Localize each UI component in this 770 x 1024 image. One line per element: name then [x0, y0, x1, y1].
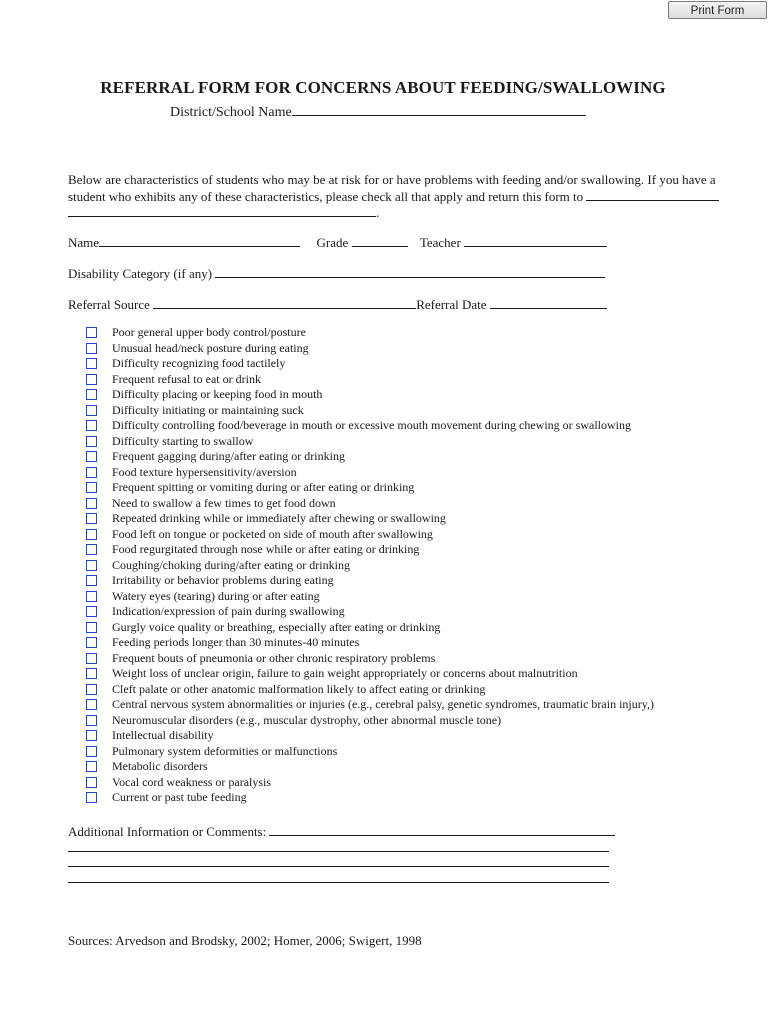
checklist-item	[86, 434, 654, 450]
checklist-item	[86, 542, 654, 558]
checklist-item	[86, 728, 654, 744]
checkbox[interactable]	[86, 730, 97, 741]
disability-label: Disability Category (if any)	[68, 266, 213, 281]
checklist-item	[86, 790, 654, 806]
checklist-item	[86, 527, 654, 543]
comments-input-line-3[interactable]	[68, 866, 609, 867]
checklist-item-label: Food left on tongue or pocketed on side of mouth after swallowing	[112, 526, 433, 541]
checklist-item	[86, 480, 654, 496]
student-row	[68, 234, 607, 251]
intro-line-2	[68, 188, 719, 205]
checklist-item	[86, 558, 654, 574]
checkbox[interactable]	[86, 451, 97, 462]
print-form-button[interactable]: Print Form	[668, 1, 767, 19]
checklist-item-label: Food texture hypersensitivity/aversion	[112, 464, 297, 479]
checkbox[interactable]	[86, 436, 97, 447]
district-input[interactable]	[292, 103, 586, 116]
checkbox[interactable]	[86, 529, 97, 540]
checklist-item-label: Unusual head/neck posture during eating	[112, 340, 309, 355]
name-label: Name	[68, 235, 100, 250]
checklist-item-label: Frequent bouts of pneumonia or other chronic respiratory problems	[112, 650, 436, 665]
checklist-item-label: Frequent spitting or vomiting during or after eating or drinking	[112, 480, 415, 494]
checklist-item-label: Current or past tube feeding	[112, 790, 247, 804]
checkbox[interactable]	[86, 684, 97, 695]
checklist-item-label: Repeated drinking while or immediately after chewing or swallowing	[112, 511, 446, 525]
checklist-item-label: Watery eyes (tearing) during or after eating	[112, 588, 320, 603]
checklist-item	[86, 465, 654, 481]
checklist-item	[86, 372, 654, 388]
checklist-item	[86, 496, 654, 512]
checklist-item-label: Feeding periods longer than 30 minutes-40 minutes	[112, 635, 360, 649]
checklist-item-label: Frequent refusal to eat or drink	[112, 371, 261, 386]
checkbox[interactable]	[86, 792, 97, 803]
checkbox[interactable]	[86, 405, 97, 416]
district-label: District/School Name	[170, 105, 292, 120]
checkbox[interactable]	[86, 622, 97, 633]
checkbox[interactable]	[86, 715, 97, 726]
checkbox[interactable]	[86, 482, 97, 493]
teacher-input[interactable]	[464, 234, 607, 247]
checklist-item-label: Central nervous system abnormalities or injuries (e.g., cerebral palsy, genetic syndromes, traumatic brain injury,)	[112, 697, 654, 711]
checkbox[interactable]	[86, 374, 97, 385]
checklist-item	[86, 604, 654, 620]
checklist-item-label: Pulmonary system deformities or malfunctions	[112, 743, 338, 758]
checklist-item	[86, 713, 654, 729]
checkbox[interactable]	[86, 343, 97, 354]
checklist-item-label: Difficulty controlling food/beverage in mouth or excessive mouth movement during chewing or swallowing	[112, 418, 631, 432]
checklist-item	[86, 511, 654, 527]
checkbox[interactable]	[86, 560, 97, 571]
checkbox[interactable]	[86, 498, 97, 509]
checkbox[interactable]	[86, 513, 97, 524]
referral-row	[68, 296, 607, 313]
checklist-item	[86, 666, 654, 682]
checkbox[interactable]	[86, 544, 97, 555]
checkbox[interactable]	[86, 358, 97, 369]
intro-line-3	[68, 204, 379, 221]
checkbox[interactable]	[86, 467, 97, 478]
disability-input[interactable]	[215, 265, 605, 278]
checklist-item	[86, 387, 654, 403]
checkbox[interactable]	[86, 591, 97, 602]
checkbox[interactable]	[86, 777, 97, 788]
name-input[interactable]	[99, 234, 300, 247]
checklist-item	[86, 620, 654, 636]
checklist-item-label: Metabolic disorders	[112, 759, 208, 773]
comments-row	[68, 823, 615, 840]
checklist-item-label: Gurgly voice quality or breathing, especially after eating or drinking	[112, 619, 441, 634]
checklist-item	[86, 449, 654, 465]
referral-date-input[interactable]	[490, 296, 607, 309]
checkbox[interactable]	[86, 327, 97, 338]
checklist-item	[86, 697, 654, 713]
checklist-item	[86, 403, 654, 419]
checkbox[interactable]	[86, 575, 97, 586]
comments-input-line-4[interactable]	[68, 882, 609, 883]
checkbox[interactable]	[86, 389, 97, 400]
checkbox[interactable]	[86, 420, 97, 431]
checklist-item-label: Coughing/choking during/after eating or drinking	[112, 557, 350, 572]
referral-source-input[interactable]	[153, 296, 416, 309]
checklist-item	[86, 682, 654, 698]
concern-checklist	[86, 325, 654, 806]
checklist-item	[86, 589, 654, 605]
checkbox[interactable]	[86, 637, 97, 648]
checkbox[interactable]	[86, 746, 97, 757]
checklist-item	[86, 744, 654, 760]
checkbox[interactable]	[86, 606, 97, 617]
checklist-item-label: Food regurgitated through nose while or after eating or drinking	[112, 542, 420, 556]
intro-period: .	[376, 205, 380, 220]
checklist-item-label: Neuromuscular disorders (e.g., muscular dystrophy, other abnormal muscle tone)	[112, 712, 502, 727]
checklist-item	[86, 775, 654, 791]
checklist-item-label: Irritability or behavior problems during eating	[112, 573, 334, 587]
checklist-item	[86, 341, 654, 357]
grade-label: Grade	[316, 235, 349, 250]
checklist-item-label: Need to swallow a few times to get food down	[112, 495, 336, 510]
district-row	[170, 103, 586, 121]
return-to-input-1[interactable]	[586, 188, 719, 201]
checklist-item-label: Weight loss of unclear origin, failure to gain weight appropriately or concerns about malnutrition	[112, 666, 578, 680]
checklist-item	[86, 759, 654, 775]
form-title: REFERRAL FORM FOR CONCERNS ABOUT FEEDING/SWALLOWING	[100, 78, 666, 97]
checkbox[interactable]	[86, 699, 97, 710]
teacher-label: Teacher	[419, 235, 461, 250]
checklist-item-label: Difficulty recognizing food tactilely	[112, 356, 286, 370]
checklist-item-label: Vocal cord weakness or paralysis	[112, 774, 272, 789]
checklist-item	[86, 356, 654, 372]
referral-source-label: Referral Source	[68, 297, 150, 312]
checkbox[interactable]	[86, 653, 97, 664]
checklist-item	[86, 635, 654, 651]
disability-row	[68, 265, 605, 282]
checkbox[interactable]	[86, 668, 97, 679]
intro-line-1: Below are characteristics of students who may be at risk for or have problems with feeding and/or swallowing. If you have a	[68, 172, 716, 187]
checklist-item-label: Indication/expression of pain during swallowing	[112, 604, 345, 618]
checklist-item-label: Cleft palate or other anatomic malformation likely to affect eating or drinking	[112, 681, 486, 696]
checklist-item	[86, 651, 654, 667]
checklist-item-label: Frequent gagging during/after eating or drinking	[112, 449, 345, 463]
checklist-item	[86, 573, 654, 589]
checklist-item-label: Poor general upper body control/posture	[112, 325, 306, 339]
return-to-input-2[interactable]	[68, 204, 376, 217]
checklist-item	[86, 418, 654, 434]
checklist-item-label: Intellectual disability	[112, 728, 214, 742]
sources-text: Sources: Arvedson and Brodsky, 2002; Homer, 2006; Swigert, 1998	[68, 933, 422, 948]
checklist-item	[86, 325, 654, 341]
intro-line-2-text: student who exhibits any of these characteristics, please check all that apply and return this form to	[68, 189, 584, 204]
comments-label: Additional Information or Comments:	[68, 824, 267, 839]
checkbox[interactable]	[86, 761, 97, 772]
checklist-item-label: Difficulty initiating or maintaining suck	[112, 402, 304, 417]
checklist-item-label: Difficulty starting to swallow	[112, 433, 254, 448]
grade-input[interactable]	[352, 234, 408, 247]
comments-input-line-1[interactable]	[269, 823, 615, 836]
referral-date-label: Referral Date	[416, 297, 487, 312]
comments-input-line-2[interactable]	[68, 851, 609, 852]
checklist-item-label: Difficulty placing or keeping food in mouth	[112, 387, 323, 401]
